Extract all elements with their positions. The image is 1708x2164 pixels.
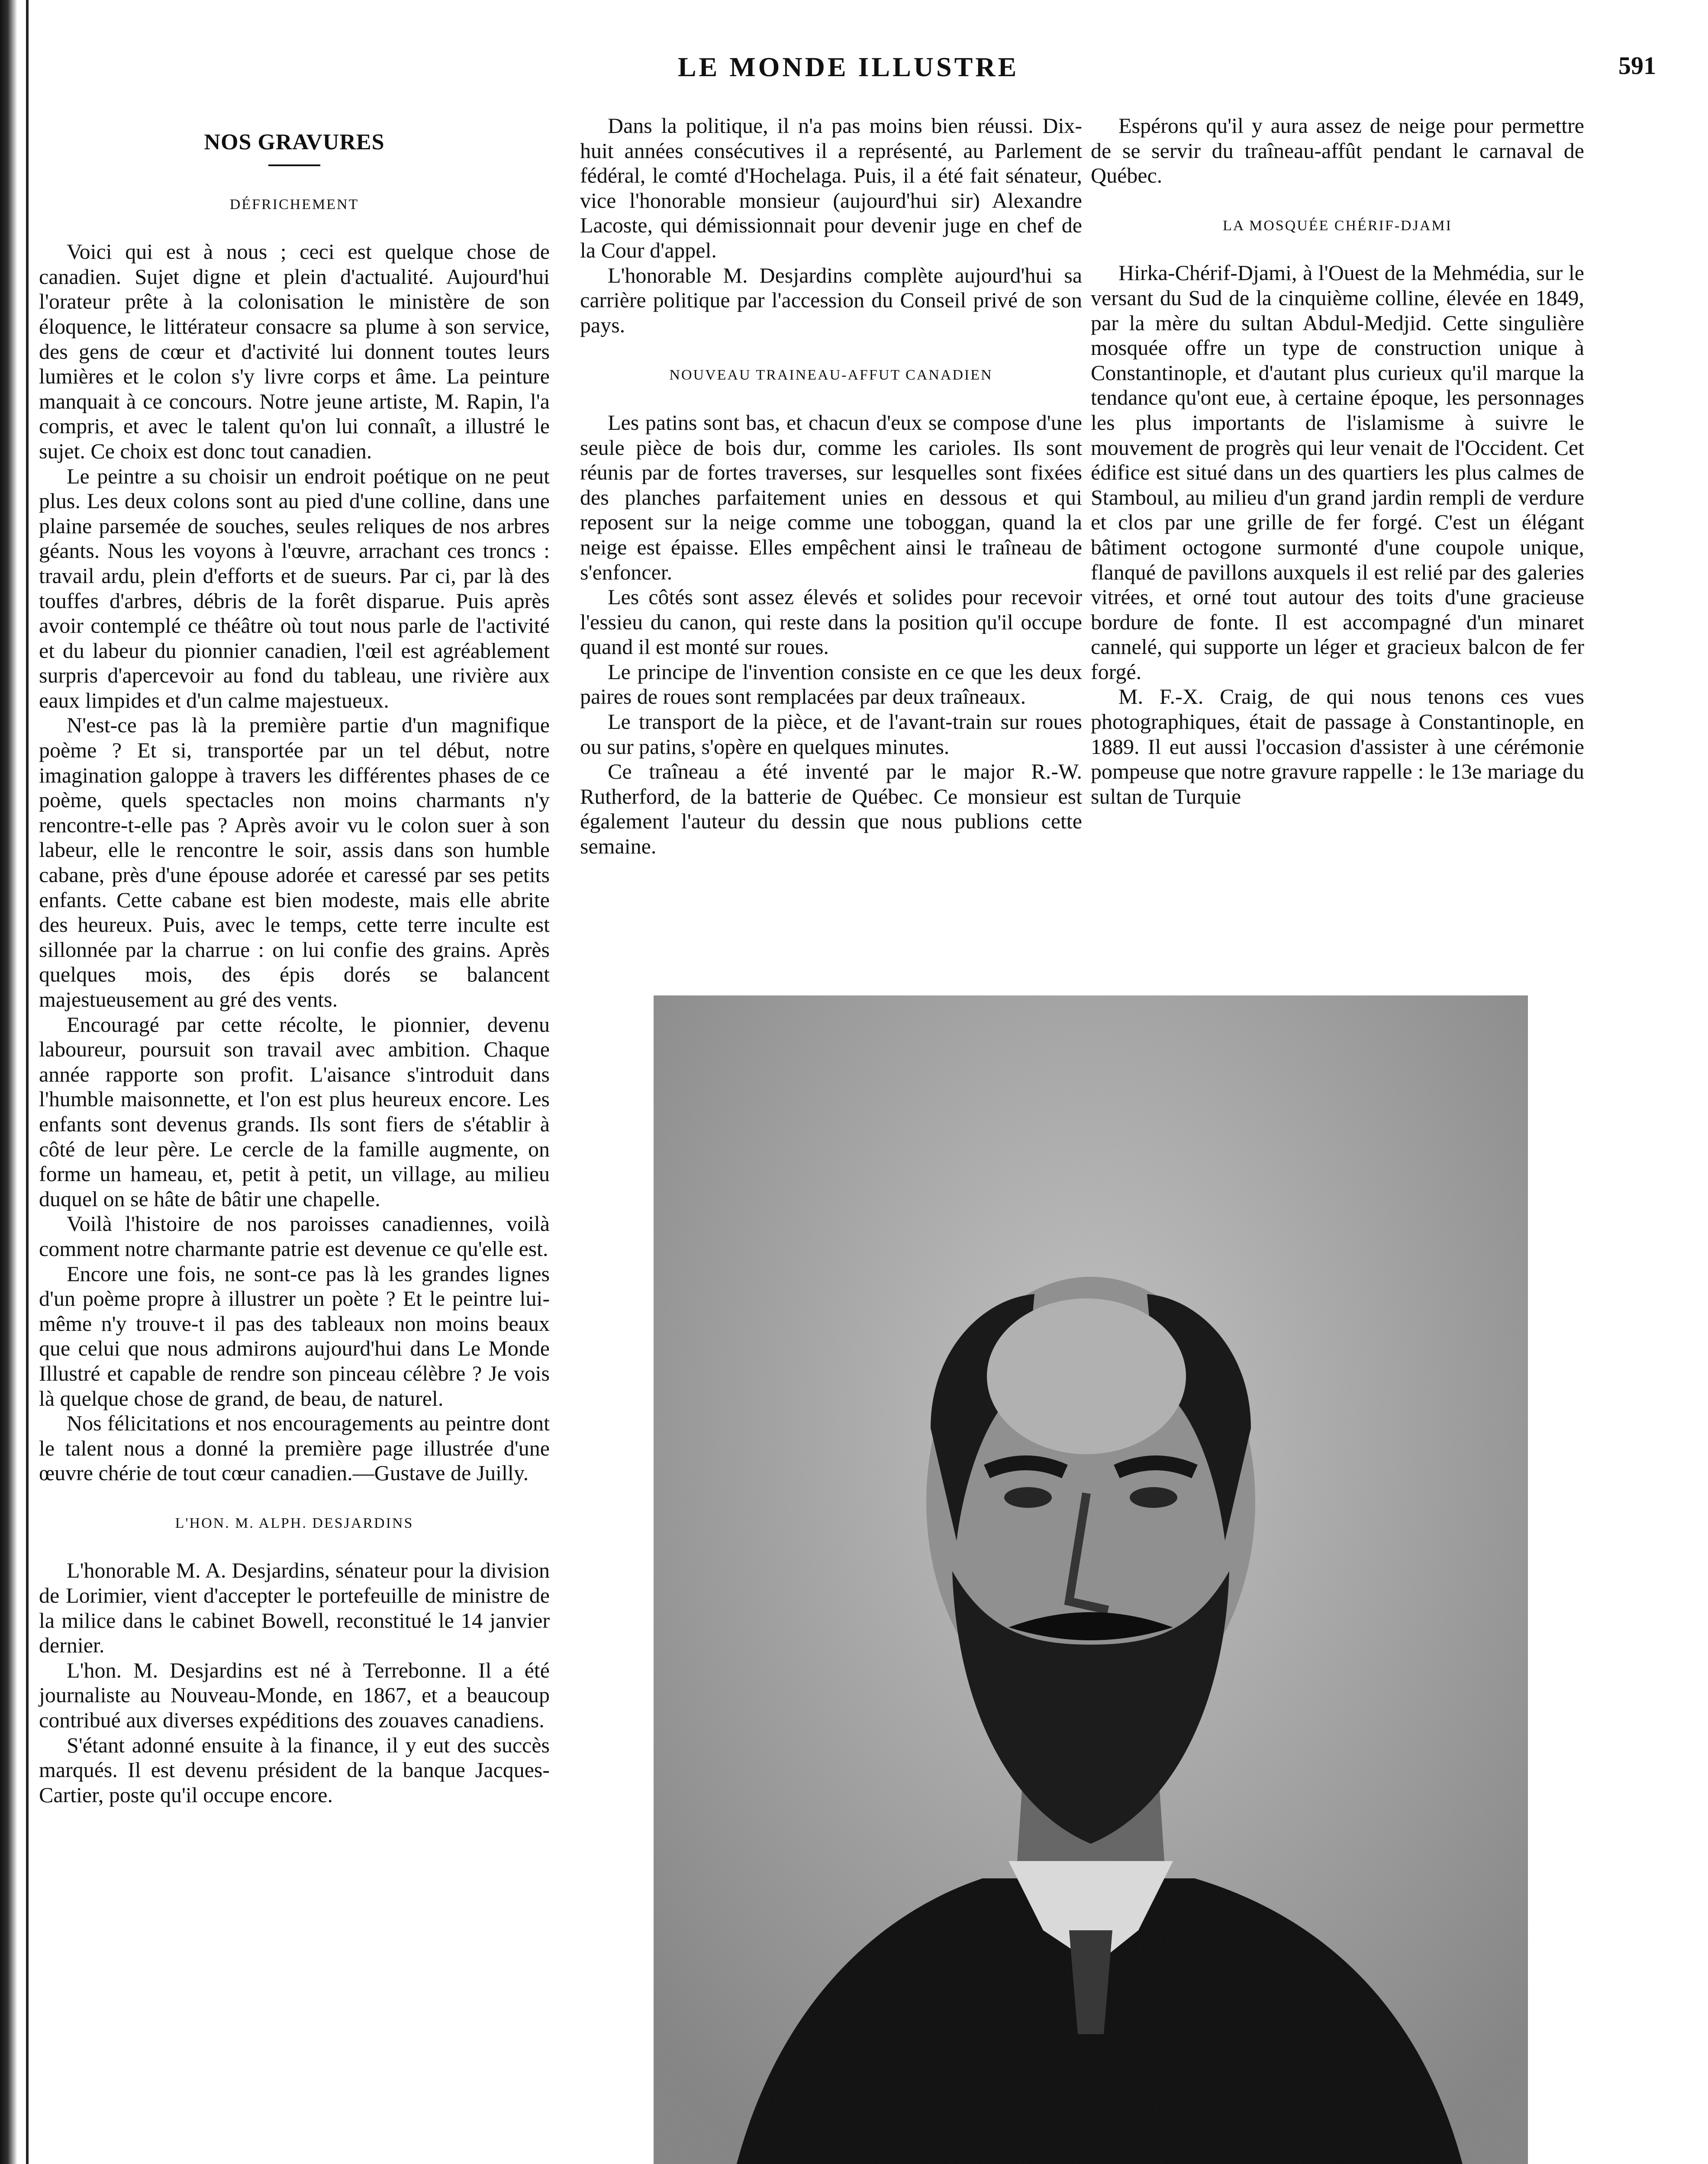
paragraph: L'honorable M. A. Desjardins, sénateur pour la division de Lorimier, vient d'accepter le portefeuille de ministre de la milice dans le cabinet Bowell, reconstitué le 14 janvier dernier. bbox=[39, 1558, 550, 1658]
paragraph: N'est-ce pas là la première partie d'un magnifique poème ? Et si, transportée par un tel début, notre imagination galoppe à travers les différentes phases de ce poème, quels spectacles non moins charmants n'y rencontre-t-elle pas ? Après avoir vu le colon suer à son labeur, elle le rencontre le soir, assis dans son humble cabane, près d'une épouse adorée et caressé par ses petits enfants. Cette cabane est bien modeste, mais elle abrite des heureux. Puis, avec le temps, cette terre inculte est sillonnée par la charrue : on lui confie des grains. Après quelques mois, des épis dorés se balancent majestueusement au gré des vents. bbox=[39, 713, 550, 1011]
paragraph: Ce traîneau a été inventé par le major R.-W. Rutherford, de la batterie de Québec. Ce monsieur est également l'auteur du dessin que nous publions cette semaine. bbox=[580, 759, 1082, 859]
column-3 bbox=[1091, 113, 1584, 809]
article-title-desjardins: L'HON. M. ALPH. DESJARDINS bbox=[175, 1515, 414, 1531]
paragraph: Hirka-Chérif-Djami, à l'Ouest de la Mehmédia, sur le versant du Sud de la cinquième colline, élevée en 1849, par la mère du sultan Abdul-Medjid. Cette singulière mosquée offre un type de construction unique à Constantinople, et d'autant plus curieux qu'il marque la tendance qu'ont eue, à certaine époque, les personnages les plus importants de l'islamisme à suivre le mouvement de progrès qui leur venait de l'Occident. Cet édifice est situé dans un des quartiers les plus calmes de Stamboul, au milieu d'un grand jardin rempli de verdure et clos par une grille de fer forgé. C'est un élégant bâtiment octogone surmonté d'une coupole unique, flanqué de pavillons auxquels il est relié par des galeries vitrées, et orné tout autour des toits d'une gracieuse bordure de fonte. Il est accompagné d'un minaret cannelé, qui supporte un léger et gracieux balcon de fer forgé. bbox=[1091, 261, 1584, 684]
paragraph: Dans la politique, il n'a pas moins bien réussi. Dix-huit années consécutives il a représenté, au Parlement fédéral, le comté d'Hochelaga. Puis, il a été fait sénateur, vice l'honorable monsieur (aujourd'hui sir) Alexandre Lacoste, qui démissionnait pour devenir juge en chef de la Cour d'appel. bbox=[580, 113, 1082, 262]
paragraph: L'honorable M. Desjardins complète aujourd'hui sa carrière politique par l'accession du Conseil privé de son pays. bbox=[580, 263, 1082, 337]
section-title: NOS GRAVURES bbox=[204, 130, 385, 155]
paragraph-signed: Nos félicitations et nos encouragements au peintre dont le talent nous a donné la première page illustrée d'une œuvre chérie de tout cœur canadien.—Gustave de Juilly. bbox=[39, 1411, 550, 1485]
article-title-traineau: NOUVEAU TRAINEAU-AFFUT CANADIEN bbox=[669, 367, 993, 383]
paragraph: Le transport de la pièce, et de l'avant-train sur roues ou sur patins, s'opère en quelques minutes. bbox=[580, 709, 1082, 759]
section-title-rule bbox=[268, 164, 320, 166]
article-title-mosquee: LA MOSQUÉE CHÉRIF-DJAMI bbox=[1223, 217, 1452, 234]
paragraph: M. F.-X. Craig, de qui nous tenons ces vues photographiques, était de passage à Constantinople, en 1889. Il eut aussi l'occasion d'assister à une cérémonie pompeuse que notre gravure rappelle : le 13e mariage du sultan de Turquie bbox=[1091, 684, 1584, 808]
column-1 bbox=[39, 130, 550, 1807]
paragraph: S'étant adonné ensuite à la finance, il y eut des succès marqués. Il est devenu président de la banque Jacques-Cartier, poste qu'il occupe encore. bbox=[39, 1732, 550, 1807]
binding-edge bbox=[0, 0, 29, 2164]
paragraph: Le principe de l'invention consiste en ce que les deux paires de roues sont remplacées par deux traîneaux. bbox=[580, 659, 1082, 709]
paragraph: L'hon. M. Desjardins est né à Terrebonne. Il a été journaliste au Nouveau-Monde, en 1867, et a beaucoup contribué aux diverses expéditions des zouaves canadiens. bbox=[39, 1658, 550, 1732]
article-title-defrichement: DÉFRICHEMENT bbox=[229, 196, 359, 213]
paragraph: Les côtés sont assez élevés et solides pour recevoir l'essieu du canon, qui reste dans la position qu'il occupe quand il est monté sur roues. bbox=[580, 585, 1082, 659]
column-2 bbox=[580, 113, 1082, 859]
masthead: LE MONDE ILLUSTRE bbox=[677, 52, 1019, 82]
paragraph: Le peintre a su choisir un endroit poétique on ne peut plus. Les deux colons sont au pied d'une colline, dans une plaine parsemée de souches, seules reliques de nos arbres géants. Nous les voyons à l'œuvre, arrachant ces troncs : travail ardu, plein d'efforts et de sueurs. Par ci, par là des touffes d'arbres, débris de la forêt disparue. Puis après avoir contemplé ce théâtre où tout nous parle de l'activité et du labeur du pionnier canadien, l'œil est agréablement surpris d'apercevoir au fond du tableau, une rivière aux eaux limpides et d'un calme majestueux. bbox=[39, 464, 550, 712]
page-number: 591 bbox=[1618, 52, 1656, 80]
paragraph: Espérons qu'il y aura assez de neige pour permettre de se servir du traîneau-affût pendant le carnaval de Québec. bbox=[1091, 113, 1584, 188]
paragraph: Voilà l'histoire de nos paroisses canadiennes, voilà comment notre charmante patrie est devenue ce qu'elle est. bbox=[39, 1211, 550, 1261]
paragraph: Encore une fois, ne sont-ce pas là les grandes lignes d'un poème propre à illustrer un poète ? Et le peintre lui-même n'y trouve-t il pas des tableaux non moins beaux que celui que nous admirons aujourd'hui dans Le Monde Illustré et capable de rendre son pinceau célèbre ? Je vois là quelque chose de grand, de beau, de naturel. bbox=[39, 1261, 550, 1410]
paragraph: Les patins sont bas, et chacun d'eux se compose d'une seule pièce de bois dur, comme les carioles. Ils sont réunis par de fortes traverses, sur lesquelles sont fixées des planches parfaitement unies en dessous et qui reposent sur la neige comme une toboggan, quand la neige est épaisse. Elles empêchent ainsi le traîneau de s'enfoncer. bbox=[580, 410, 1082, 584]
portrait-engraving bbox=[654, 995, 1528, 2164]
portrait-illustration bbox=[654, 995, 1528, 2164]
paragraph: Encouragé par cette récolte, le pionnier, devenu laboureur, poursuit son travail avec ambition. Chaque année rapporte son profit. L'aisance s'introduit dans l'humble maisonnette, et l'on est plus heureux encore. Les enfants sont devenus grands. Ils sont fiers de s'établir à côté de leur père. Le cercle de la famille augmente, on forme un hameau, et, petit à petit, un village, au milieu duquel on se hâte de bâtir une chapelle. bbox=[39, 1012, 550, 1211]
paragraph: Voici qui est à nous ; ceci est quelque chose de canadien. Sujet digne et plein d'actualité. Aujourd'hui l'orateur prête à la colonisation le ministère de son éloquence, le littérateur consacre sa plume à son service, des gens de cœur et d'activité lui donnent toutes leurs lumières et le colon s'y livre corps et âme. La peinture manquait à ce concours. Notre jeune artiste, M. Rapin, l'a compris, et avec le talent qu'on lui connaît, a illustré le sujet. Ce choix est donc tout canadien. bbox=[39, 239, 550, 463]
